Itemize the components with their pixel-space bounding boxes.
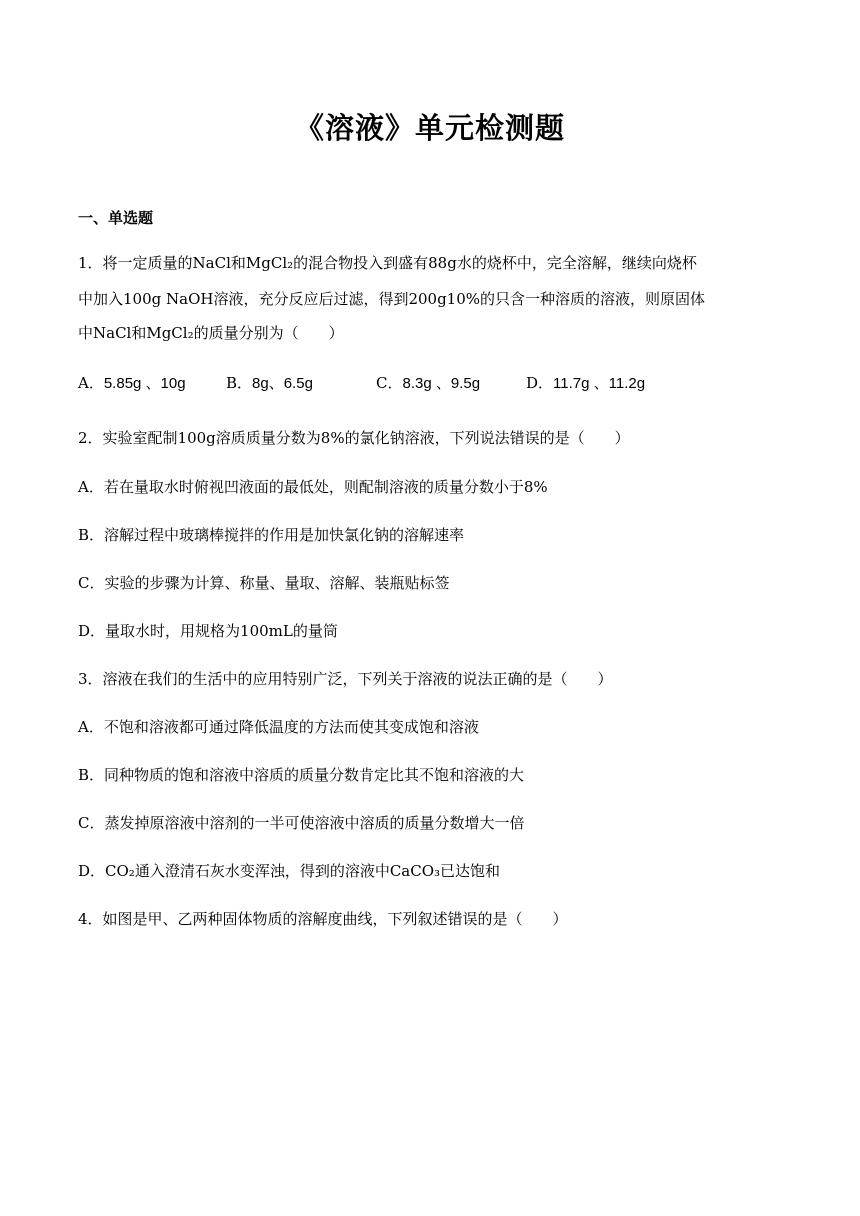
q3-stem: 3．溶液在我们的生活中的应用特别广泛，下列关于溶液的说法正确的是（ ） (78, 670, 613, 688)
q3-option-c: C．蒸发掉原溶液中溶剂的一半可使溶液中溶质的质量分数增大一倍 (78, 814, 525, 832)
q3-option-b: B．同种物质的饱和溶液中溶质的质量分数肯定比其不饱和溶液的大 (78, 766, 525, 784)
q1-stem-line-2: 中加入100g NaOH溶液，充分反应后过滤，得到200g10%的只含一种溶质的溶液，则原固体 (78, 290, 706, 308)
q2-option-c: C．实验的步骤为计算、称量、量取、溶解、装瓶贴标签 (78, 574, 450, 592)
q1-option-b (226, 372, 313, 393)
q1-stem-line-1: 1．将一定质量的NaCl和MgCl₂的混合物投入到盛有88g水的烧杯中，完全溶解，继续向烧杯 (78, 254, 697, 272)
q2-option-d: D．量取水时，用规格为100mL的量筒 (78, 622, 338, 640)
q1-option-c-value: 8.3g 、9.5g (402, 375, 481, 392)
q4-stem: 4．如图是甲、乙两种固体物质的溶解度曲线，下列叙述错误的是（ ） (78, 910, 568, 928)
q1-option-d-label: D． (526, 374, 554, 392)
q1-option-a (78, 372, 186, 393)
q1-option-b-label: B． (226, 374, 253, 392)
page-title: 《溶液》单元检测题 (294, 111, 565, 145)
q2-option-b: B．溶解过程中玻璃棒搅拌的作用是加快氯化钠的溶解速率 (78, 526, 465, 544)
q2-option-a: A．若在量取水时俯视凹液面的最低处，则配制溶液的质量分数小于8% (78, 478, 548, 496)
q1-stem-line-3: 中NaCl和MgCl₂的质量分别为（ ） (78, 324, 344, 342)
q1-option-b-value: 8g、6.5g (252, 375, 313, 392)
q1-option-d-value: 11.7g 、11.2g (553, 375, 646, 392)
q3-option-a: A．不饱和溶液都可通过降低温度的方法而使其变成饱和溶液 (78, 718, 479, 736)
q1-option-a-value: 5.85g 、10g (103, 375, 186, 392)
section-heading: 一、单选题 (78, 209, 154, 227)
q1-option-d (526, 372, 645, 393)
q1-option-c (376, 372, 480, 393)
q1-option-c-label: C． (376, 374, 403, 392)
q2-stem: 2．实验室配制100g溶质质量分数为8%的氯化钠溶液，下列说法错误的是（ ） (78, 429, 630, 447)
q1-option-a-label: A． (78, 374, 104, 392)
q3-option-d: D．CO₂通入澄清石灰水变浑浊，得到的溶液中CaCO₃已达饱和 (78, 862, 501, 880)
